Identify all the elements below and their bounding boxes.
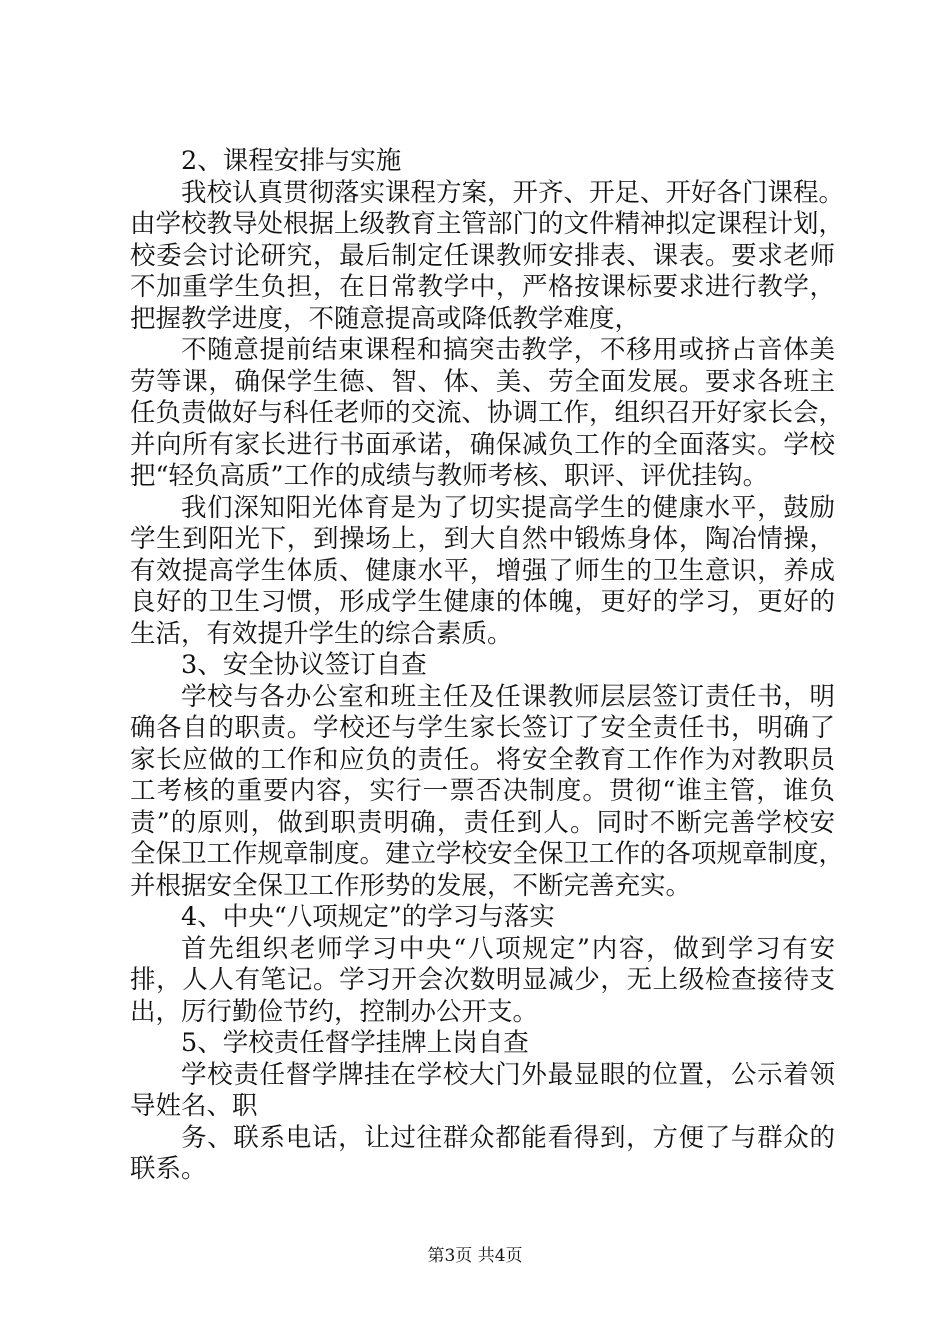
- text-line: 由学校教导处根据上级教育主管部门的文件精神拟定课程计划，: [130, 209, 845, 239]
- text-line: 学生到阳光下，到操场上，到大自然中锻炼身体，陶冶情操，: [130, 524, 835, 554]
- text-line: 工考核的重要内容，实行一票否决制度。贯彻“谁主管，谁负: [130, 776, 835, 806]
- text-line: 有效提高学生体质、健康水平，增强了师生的卫生意识，养成: [130, 555, 835, 586]
- text-line: 学校责任督学牌挂在学校大门外最显眼的位置，公示着领: [181, 1059, 835, 1090]
- text-line: 我校认真贯彻落实课程方案，开齐、开足、开好各门课程。: [181, 177, 845, 208]
- text-line: 务、联系电话，让过往群众都能看得到，方便了与群众的: [181, 1122, 835, 1153]
- text-line: 良好的卫生习惯，形成学生健康的体魄，更好的学习，更好的: [130, 587, 835, 617]
- text-line: 我们深知阳光体育是为了切实提高学生的健康水平，鼓励: [181, 492, 835, 523]
- text-line: 生活，有效提升学生的综合素质。: [130, 618, 513, 649]
- text-line: 把“轻负高质”工作的成绩与教师考核、职评、评优挂钩。: [130, 461, 769, 491]
- text-line: 3、安全协议签订自查: [181, 650, 427, 680]
- text-line: 把握教学进度，不随意提高或降低教学难度，: [130, 303, 641, 334]
- text-line: 导姓名、职: [130, 1091, 258, 1121]
- text-line: 家长应做的工作和应负的责任。将安全教育工作作为对教职员: [130, 744, 835, 775]
- text-line: 全保卫工作规章制度。建立学校安全保卫工作的各项规章制度，: [130, 839, 845, 869]
- text-line: 确各自的职责。学校还与学生家长签订了安全责任书，明确了: [130, 713, 835, 743]
- text-line: 任负责做好与科任老师的交流、协调工作，组织召开好家长会，: [130, 398, 845, 428]
- text-line: 并向所有家长进行书面承诺，确保减负工作的全面落实。学校: [130, 429, 835, 460]
- text-line: 首先组织老师学习中央“八项规定”内容，做到学习有安: [181, 933, 835, 964]
- text-line: 不随意提前结束课程和搞突击教学，不移用或挤占音体美: [181, 335, 835, 365]
- text-line: 5、学校责任督学挂牌上岗自查: [181, 1028, 529, 1058]
- page-number-footer: 第3页 共4页: [427, 1246, 523, 1266]
- text-line: 出，厉行勤俭节约，控制办公开支。: [130, 996, 539, 1027]
- text-line: 不加重学生负担，在日常教学中，严格按课标要求进行教学，: [130, 272, 835, 302]
- text-line: 责”的原则，做到职责明确，责任到人。同时不断完善学校安: [130, 807, 835, 838]
- document-body: [130, 146, 845, 1186]
- text-line: 劳等课，确保学生德、智、体、美、劳全面发展。要求各班主: [130, 366, 835, 397]
- text-line: 学校与各办公室和班主任及任课教师层层签订责任书，明: [181, 681, 835, 712]
- text-line: 并根据安全保卫工作形势的发展，不断完善充实。: [130, 870, 692, 901]
- text-line: 校委会讨论研究，最后制定任课教师安排表、课表。要求老师: [130, 240, 835, 271]
- text-line: 联系。: [130, 1154, 207, 1184]
- text-line: 排，人人有笔记。学习开会次数明显减少，无上级检查接待支: [130, 965, 835, 995]
- text-line: 2、课程安排与实施: [181, 146, 402, 176]
- text-line: 4、中央“八项规定”的学习与落实: [181, 902, 555, 932]
